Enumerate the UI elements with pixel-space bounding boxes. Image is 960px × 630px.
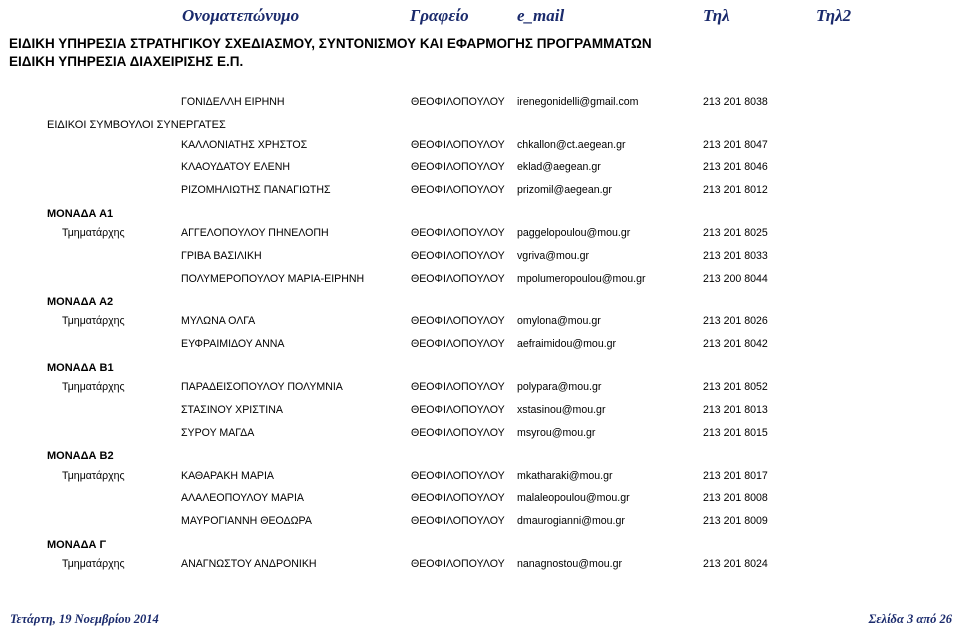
person-name: ΠΟΛΥΜΕΡΟΠΟΥΛΟΥ ΜΑΡΙΑ-ΕΙΡΗΝΗ <box>181 273 365 285</box>
office: ΘΕΟΦΙΛΟΠΟΥΛΟΥ <box>411 427 505 439</box>
service-title: ΕΙΔΙΚΗ ΥΠΗΡΕΣΙΑ ΣΤΡΑΤΗΓΙΚΟΥ ΣΧΕΔΙΑΣΜΟΥ, ΣΥΝΤΟΝΙΣΜΟΥ ΚΑΙ ΕΦΑΡΜΟΓΗΣ ΠΡΟΓΡΑΜΜΑΤΩΝ <box>9 36 652 51</box>
print-date: Τετάρτη, 19 Νοεμβρίου 2014 <box>10 612 159 626</box>
office: ΘΕΟΦΙΛΟΠΟΥΛΟΥ <box>411 139 505 151</box>
role-label: Τμηματάρχης <box>62 315 125 327</box>
telephone: 213 201 8038 <box>703 96 768 108</box>
person-name: ΓΡΙΒΑ ΒΑΣΙΛΙΚΗ <box>181 250 262 262</box>
office: ΘΕΟΦΙΛΟΠΟΥΛΟΥ <box>411 96 505 108</box>
table-row <box>0 161 960 177</box>
person-name: ΣΥΡΟΥ ΜΑΓΔΑ <box>181 427 255 439</box>
telephone: 213 201 8017 <box>703 470 768 482</box>
table-row <box>0 96 960 112</box>
email: nanagnostou@mou.gr <box>517 558 622 570</box>
section-unit-a1: ΜΟΝΑΔΑ Α1 <box>47 208 114 220</box>
table-row <box>0 315 960 331</box>
subservice-title: ΕΙΔΙΚΗ ΥΠΗΡΕΣΙΑ ΔΙΑΧΕΙΡΙΣΗΣ Ε.Π. <box>9 54 244 69</box>
office: ΘΕΟΦΙΛΟΠΟΥΛΟΥ <box>411 492 505 504</box>
telephone: 213 201 8047 <box>703 139 768 151</box>
header-name-column: Ονοματεπώνυμο <box>182 6 300 25</box>
telephone: 213 201 8025 <box>703 227 768 239</box>
telephone: 213 201 8026 <box>703 315 768 327</box>
telephone: 213 201 8013 <box>703 404 768 416</box>
email: paggelopoulou@mou.gr <box>517 227 631 239</box>
header-email-column: e_mail <box>517 6 565 25</box>
table-row <box>0 558 960 574</box>
person-name: ΚΑΛΛΟΝΙΑΤΗΣ ΧΡΗΣΤΟΣ <box>181 139 308 151</box>
telephone: 213 201 8042 <box>703 338 768 350</box>
telephone: 213 201 8009 <box>703 515 768 527</box>
role-label: Τμηματάρχης <box>62 381 125 393</box>
telephone: 213 201 8024 <box>703 558 768 570</box>
person-name: ΑΛΑΛΕΟΠΟΥΛΟΥ ΜΑΡΙΑ <box>181 492 304 504</box>
email: vgriva@mou.gr <box>517 250 589 262</box>
section-unit-a2: ΜΟΝΑΔΑ Α2 <box>47 296 114 308</box>
table-row <box>0 515 960 531</box>
role-label: Τμηματάρχης <box>62 558 125 570</box>
email: malaleopoulou@mou.gr <box>517 492 630 504</box>
role-label: Τμηματάρχης <box>62 227 125 239</box>
table-row <box>0 381 960 397</box>
role-label: Τμηματάρχης <box>62 470 125 482</box>
table-row <box>0 227 960 243</box>
email: mkatharaki@mou.gr <box>517 470 613 482</box>
email: irenegonidelli@gmail.com <box>517 96 639 108</box>
section-unit-b1: ΜΟΝΑΔΑ Β1 <box>47 362 114 374</box>
telephone: 213 201 8046 <box>703 161 768 173</box>
person-name: ΜΥΛΩΝΑ ΟΛΓΑ <box>181 315 256 327</box>
table-row <box>0 250 960 266</box>
telephone: 213 201 8015 <box>703 427 768 439</box>
person-name: ΑΓΓΕΛΟΠΟΥΛΟΥ ΠΗΝΕΛΟΠΗ <box>181 227 329 239</box>
office: ΘΕΟΦΙΛΟΠΟΥΛΟΥ <box>411 338 505 350</box>
person-name: ΚΛΑΟΥΔΑΤΟΥ ΕΛΕΝΗ <box>181 161 291 173</box>
office: ΘΕΟΦΙΛΟΠΟΥΛΟΥ <box>411 404 505 416</box>
office: ΘΕΟΦΙΛΟΠΟΥΛΟΥ <box>411 227 505 239</box>
section-unit-b2: ΜΟΝΑΔΑ Β2 <box>47 450 114 462</box>
person-name: ΑΝΑΓΝΩΣΤΟΥ ΑΝΔΡΟΝΙΚΗ <box>181 558 317 570</box>
office: ΘΕΟΦΙΛΟΠΟΥΛΟΥ <box>411 315 505 327</box>
email: chkallon@ct.aegean.gr <box>517 139 626 151</box>
email: eklad@aegean.gr <box>517 161 601 173</box>
email: prizomil@aegean.gr <box>517 184 612 196</box>
email: omylona@mou.gr <box>517 315 601 327</box>
table-row <box>0 404 960 420</box>
section-unit-g: ΜΟΝΑΔΑ Γ <box>47 539 107 551</box>
person-name: ΓΟΝΙΔΕΛΛΗ ΕΙΡΗΝΗ <box>181 96 285 108</box>
header-tel2-column: Τηλ2 <box>816 6 852 25</box>
office: ΘΕΟΦΙΛΟΠΟΥΛΟΥ <box>411 515 505 527</box>
office: ΘΕΟΦΙΛΟΠΟΥΛΟΥ <box>411 250 505 262</box>
table-row <box>0 139 960 155</box>
header-tel-column: Τηλ <box>703 6 730 25</box>
telephone: 213 201 8012 <box>703 184 768 196</box>
section-advisors: ΕΙΔΙΚΟΙ ΣΥΜΒΟΥΛΟΙ ΣΥΝΕΡΓΑΤΕΣ <box>47 119 226 131</box>
office: ΘΕΟΦΙΛΟΠΟΥΛΟΥ <box>411 470 505 482</box>
email: aefraimidou@mou.gr <box>517 338 617 350</box>
person-name: ΡΙΖΟΜΗΛΙΩΤΗΣ ΠΑΝΑΓΙΩΤΗΣ <box>181 184 331 196</box>
email: xstasinou@mou.gr <box>517 404 606 416</box>
email: msyrou@mou.gr <box>517 427 596 439</box>
person-name: ΚΑΘΑΡΑΚΗ ΜΑΡΙΑ <box>181 470 274 482</box>
email: dmaurogianni@mou.gr <box>517 515 625 527</box>
person-name: ΣΤΑΣΙΝΟΥ ΧΡΙΣΤΙΝΑ <box>181 404 283 416</box>
office: ΘΕΟΦΙΛΟΠΟΥΛΟΥ <box>411 161 505 173</box>
telephone: 213 201 8052 <box>703 381 768 393</box>
office: ΘΕΟΦΙΛΟΠΟΥΛΟΥ <box>411 184 505 196</box>
table-row <box>0 273 960 289</box>
person-name: ΠΑΡΑΔΕΙΣΟΠΟΥΛΟΥ ΠΟΛΥΜΝΙΑ <box>181 381 343 393</box>
email: polypara@mou.gr <box>517 381 602 393</box>
table-row <box>0 184 960 200</box>
table-row <box>0 427 960 443</box>
person-name: ΜΑΥΡΟΓΙΑΝΝΗ ΘΕΟΔΩΡΑ <box>181 515 312 527</box>
telephone: 213 201 8033 <box>703 250 768 262</box>
table-row <box>0 470 960 486</box>
header-office-column: Γραφείο <box>410 6 469 25</box>
page-number: Σελίδα 3 από 26 <box>868 612 952 626</box>
table-row <box>0 338 960 354</box>
office: ΘΕΟΦΙΛΟΠΟΥΛΟΥ <box>411 558 505 570</box>
telephone: 213 201 8008 <box>703 492 768 504</box>
telephone: 213 200 8044 <box>703 273 768 285</box>
office: ΘΕΟΦΙΛΟΠΟΥΛΟΥ <box>411 381 505 393</box>
person-name: ΕΥΦΡΑΙΜΙΔΟΥ ΑΝΝΑ <box>181 338 285 350</box>
table-row <box>0 492 960 508</box>
email: mpolumeropoulou@mou.gr <box>517 273 646 285</box>
office: ΘΕΟΦΙΛΟΠΟΥΛΟΥ <box>411 273 505 285</box>
